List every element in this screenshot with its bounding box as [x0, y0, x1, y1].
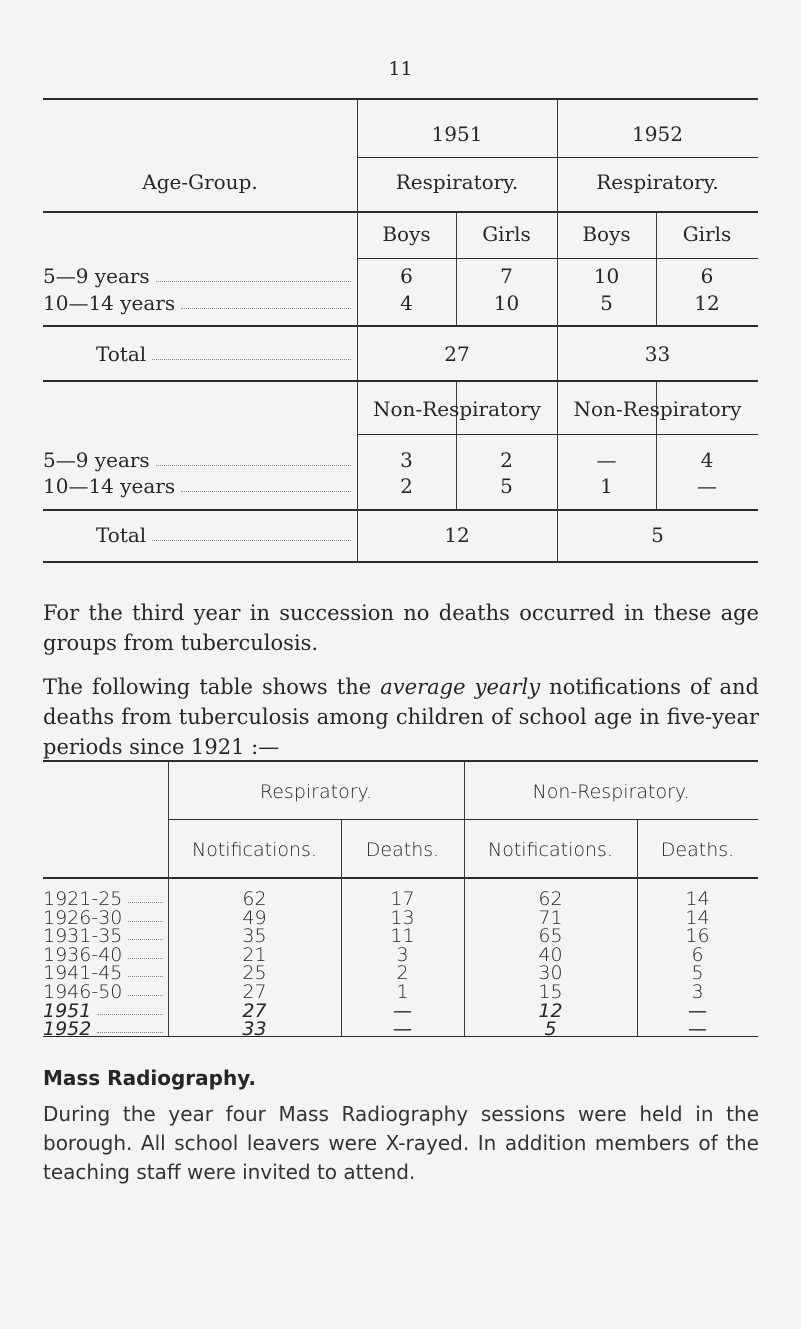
table-cell: —: [688, 999, 707, 1022]
table-cell: —: [596, 448, 617, 472]
table-cell: 4: [700, 448, 714, 472]
table-cell: 21: [242, 943, 267, 966]
total-1952-non-respiratory: 5: [651, 523, 664, 547]
table-cell: 62: [538, 888, 563, 910]
table-cell: 65: [538, 925, 563, 948]
row-label: 10—14 years: [43, 291, 353, 315]
table-cell: 10: [493, 291, 520, 315]
table-cell: 5: [600, 291, 613, 315]
row-label: 10—14 years: [43, 474, 353, 498]
section-body: During the year four Mass Radiography sessions were held in the borough. All school leavers were X-rayed. In addition members of the teaching staff were invited to attend.: [43, 1102, 759, 1184]
table-cell: 6: [700, 264, 714, 288]
boys-header-1952: Boys: [582, 222, 631, 246]
notifications-header: Notifications.: [488, 839, 613, 861]
non-respiratory-header-1952: Non-Respiratory: [573, 397, 742, 421]
period-label: 1926-30: [43, 908, 165, 928]
table-cell: 62: [242, 888, 267, 910]
notifications-header: Notifications.: [192, 839, 317, 861]
non-respiratory-header: Non-Respiratory.: [532, 781, 690, 803]
non-respiratory-header-1951: Non-Respiratory: [373, 397, 541, 421]
total-1951-non-respiratory: 12: [444, 523, 470, 547]
period-label: 1941-45: [43, 963, 165, 983]
table-cell: 17: [390, 888, 415, 910]
age-group-header: Age-Group.: [142, 170, 258, 194]
page-number: 11: [388, 58, 413, 80]
table-cell: 49: [242, 906, 267, 929]
table-cell: 11: [390, 925, 415, 948]
table-cell: 2: [400, 474, 413, 498]
table-cell: 30: [538, 962, 563, 985]
table-cell: 4: [400, 291, 413, 315]
boys-header-1951: Boys: [382, 222, 431, 246]
girls-header-1952: Girls: [682, 222, 732, 246]
respiratory-header: Respiratory.: [259, 781, 373, 803]
table-cell: 13: [390, 906, 415, 929]
table-cell: 3: [396, 943, 409, 966]
table-cell: 15: [538, 981, 563, 1003]
table-cell: 3: [400, 448, 413, 472]
deaths-header: Deaths.: [365, 839, 440, 861]
table-cell: 71: [538, 906, 563, 929]
table-cell: 40: [538, 943, 563, 966]
total-label: Total: [96, 342, 353, 366]
table-cell: 16: [685, 925, 710, 948]
total-1951-respiratory: 27: [444, 342, 470, 366]
table-cell: 12: [538, 999, 563, 1022]
respiratory-header-1952: Respiratory.: [596, 170, 719, 194]
paragraph-table-intro: The following table shows the average yearly notifications of and deaths from tuberculosis among children of school age in five-year periods since 1921 :—: [43, 675, 759, 759]
period-label: 1952: [43, 1019, 165, 1039]
table-cell: 5: [500, 474, 513, 498]
total-label: Total: [96, 523, 353, 547]
table-cell: —: [697, 474, 717, 498]
period-label: 1946-50: [43, 982, 165, 1002]
paragraph-no-deaths: For the third year in succession no deaths occurred in these age groups from tuberculosis.: [43, 601, 759, 655]
table-cell: 10: [593, 264, 620, 288]
table-cell: 2: [500, 448, 513, 472]
total-1952-respiratory: 33: [644, 342, 671, 366]
section-heading: Mass Radiography.: [43, 1066, 257, 1090]
table-cell: 6: [691, 943, 704, 966]
table-cell: 1: [396, 981, 409, 1003]
table-cell: 3: [691, 981, 704, 1003]
table-cell: 7: [500, 264, 513, 288]
table-cell: 27: [242, 981, 267, 1003]
period-label: 1921-25: [43, 889, 165, 909]
row-label: 5—9 years: [43, 448, 353, 472]
table-cell: 14: [685, 906, 710, 929]
respiratory-header-1951: Respiratory.: [395, 170, 519, 194]
table-cell: 25: [242, 962, 267, 985]
table-cell: 1: [600, 474, 613, 498]
period-label: 1931-35: [43, 926, 165, 946]
year-header-1951: 1951: [431, 122, 483, 146]
table-cell: 5: [691, 962, 704, 985]
deaths-header: Deaths.: [660, 839, 735, 861]
table-cell: 2: [396, 962, 409, 985]
table-cell: —: [393, 1018, 412, 1041]
period-label: 1951: [43, 1001, 165, 1021]
table-cell: 6: [400, 264, 413, 288]
table-cell: 35: [242, 925, 267, 948]
period-label: 1936-40: [43, 945, 165, 965]
table-cell: —: [393, 999, 412, 1022]
table-cell: 5: [544, 1018, 557, 1041]
table-cell: 14: [685, 888, 710, 910]
table-cell: —: [688, 1018, 707, 1041]
year-header-1952: 1952: [632, 122, 683, 146]
row-label: 5—9 years: [43, 264, 353, 288]
table-cell: 12: [694, 291, 720, 315]
girls-header-1951: Girls: [482, 222, 531, 246]
table-cell: 33: [242, 1018, 267, 1041]
table-cell: 27: [242, 999, 267, 1022]
